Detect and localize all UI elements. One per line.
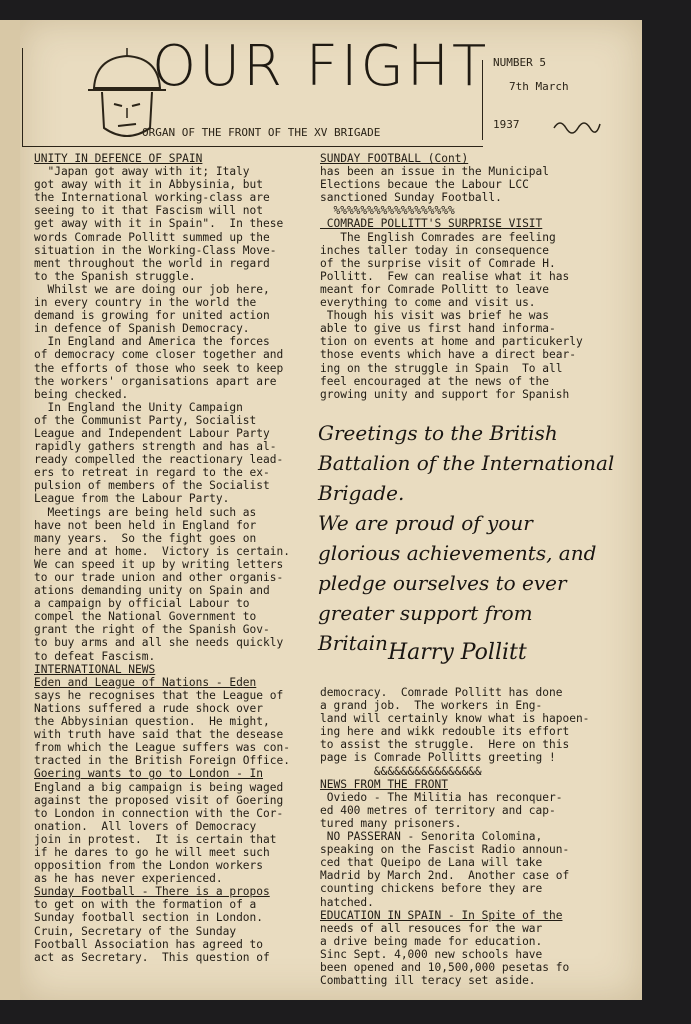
text-line: the workers' organisations apart are [34,374,277,388]
text-line: Though his visit was brief he was [320,309,550,323]
text-line: demand is growing for united action [34,309,270,323]
text-line: democracy. Comrade Pollitt has done [320,686,563,699]
text-line: a drive being made for education. [320,934,543,948]
text-line: League from the Labour Party. [34,492,230,506]
masthead [12,30,612,150]
article-heading: EDUCATION IN SPAIN - In Spite of the [320,908,563,922]
text-line: We can speed it up by writing letters [34,557,284,571]
text-line: &&&&&&&&&&&&&&&& [320,764,482,778]
text-line: Pollitt. Few can realise what it has [320,269,570,283]
text-line: join in protest. It is certain that [34,832,277,846]
article-heading: COMRADE POLLITT'S SURPRISE VISIT [320,217,543,231]
text-line: Cruin, Secretary of the Sunday [34,924,237,938]
binding-edge [0,20,22,1000]
text-line: of democracy come closer together and [34,348,284,362]
text-line: tured many prisoners. [320,816,462,830]
text-line: Combatting ill teracy set aside. [320,974,536,988]
text-line: able to give us first hand informa- [320,322,556,336]
text-line: here and at home. Victory is certain. [34,544,290,558]
text-line: have not been held in England for [34,518,257,532]
article-heading: SUNDAY FOOTBALL (Cont) [320,152,469,165]
text-line: says he recognises that the League of [34,688,284,702]
text-line: to get on with the formation of a [34,898,257,912]
text-line: got away with it in Abbysinia, but [34,178,264,192]
text-line: ing on the struggle in Spain To all [320,361,563,375]
text-line: inches taller today in consequence [320,243,550,257]
handwritten-line: Brigade. [318,481,405,505]
text-line: to the Spanish struggle. [34,269,196,283]
text-line: ations demanding unity on Spain and [34,584,270,598]
text-line: seeing to it that Fascism will not [34,204,264,218]
text-line: Sunday football section in London. [34,911,264,925]
signature: Harry Pollitt [388,640,527,665]
text-line: "Japan got away with it; Italy [34,165,250,179]
handwritten-line: greater support from [318,601,533,625]
article-heading: UNITY IN DEFENCE OF SPAIN [34,152,203,165]
article-heading: Sunday Football - There is a propos [34,885,270,899]
text-line: a grand job. The workers in Eng- [320,699,543,713]
text-line: hatched. [320,895,374,909]
text-line: many years. So the fight goes on [34,531,257,545]
handwritten-line: Battalion of the International [318,451,615,475]
text-line: everything to come and visit us. [320,296,536,310]
text-line: sanctioned Sunday Football. [320,191,502,205]
organ-subtitle: ORGAN OF THE FRONT OF THE XV BRIGADE [142,126,381,139]
text-line: Nations suffered a rude shock over [34,701,264,715]
text-line: opposition from the London workers [34,859,264,873]
text-line: ready compelled the reactionary lead- [34,453,284,467]
text-line: the Abbysinian question. He might, [34,715,270,729]
text-line: those events which have a direct bear- [320,348,576,362]
text-line: pulsion of members of the Socialist [34,479,270,493]
handwritten-greeting [318,418,618,658]
text-line: onation. All lovers of Democracy [34,819,257,833]
text-line: from which the League suffers was con- [34,741,290,755]
handwritten-line: Greetings to the British [318,421,558,445]
text-line: Whilst we are doing our job here, [34,282,270,296]
handwritten-line: pledge ourselves to ever [318,571,567,595]
text-line: words Comrade Pollitt summed up the [34,230,270,244]
text-line: been opened and 10,500,000 pesetas fo [320,960,570,974]
issue-date: 7th March [509,80,569,93]
text-line: League and Independent Labour Party [34,426,270,440]
article-heading: INTERNATIONAL NEWS [34,662,156,676]
handwritten-line: We are proud of your [318,511,533,535]
right-column-bottom [320,686,620,987]
article-heading: Goering wants to go to London - In [34,767,264,781]
text-line: the International working-class are [34,191,270,205]
text-line: situation in the Working-Class Move- [34,243,277,257]
text-line: to our trade union and other organis- [34,571,284,584]
text-line: Madrid by March 2nd. Another case of [320,869,570,883]
text-line: land will certainly know what is hapoen- [320,712,590,726]
issue-year: 1937 [493,118,520,131]
text-line: ed 400 metres of territory and cap- [320,803,556,817]
left-column [34,152,304,964]
issue-number: NUMBER 5 [493,56,546,69]
text-line: needs of all resouces for the war [320,921,543,935]
text-line: as he has never experienced. [34,872,223,886]
text-line: counting chickens before they are [320,882,543,896]
text-line: act as Secretary. This question of [34,950,270,964]
text-line: has been an issue in the Municipal [320,165,550,179]
text-line: The English Comrades are feeling [320,230,556,244]
text-line: tion on events at home and particukerly [320,335,583,349]
text-line: Oviedo - The Militia has reconquer- [320,790,563,804]
text-line: growing unity and support for Spanish [320,387,570,401]
text-line: ced that Queipo de Lana will take [320,856,543,870]
text-line: compel the National Government to [34,610,257,624]
text-line: meant for Comrade Pollitt to leave [320,282,550,296]
text-line: to defeat Fascism. [34,649,156,663]
text-line: NO PASSERAN - Senorita Colomina, [320,830,543,844]
text-line: In England the Unity Campaign [34,400,243,414]
text-line: ment throughout the world in regard [34,256,270,270]
text-line: Sinc Sept. 4,000 new schools have [320,947,543,961]
text-line: with truth have said that the desease [34,728,284,742]
text-line: grant the right of the Spanish Gov- [34,623,270,637]
newspaper-title: OUR FIGHT [152,34,490,99]
article-heading: Eden and League of Nations - Eden [34,675,257,689]
text-line: feel encouraged at the news of the [320,374,550,388]
text-line: rapidly gathers strength and has al- [34,440,277,454]
text-line: get away with it in Spain". In these [34,217,284,231]
text-line: against the proposed visit of Goering [34,793,284,807]
article-heading: NEWS FROM THE FRONT [320,777,448,791]
text-line: In England and America the forces [34,335,270,349]
text-line: ers to retreat in regard to the ex- [34,466,270,480]
text-line: Football Association has agreed to [34,937,264,951]
text-line: of the surprise visit of Comrade H. [320,256,556,270]
text-line: to London in connection with the Cor- [34,806,284,820]
text-line: speaking on the Fascist Radio announ- [320,843,570,857]
text-line: a campaign by official Labour to [34,597,250,611]
text-line: Elections becaue the Labour LCC [320,178,529,192]
text-line: Meetings are being held such as [34,505,257,519]
text-line: %%%%%%%%%%%%%%%%%% [320,204,455,218]
text-line: to assist the struggle. Here on this [320,738,570,752]
text-line: of the Communist Party, Socialist [34,413,257,427]
handwritten-line: glorious achievements, and [318,541,597,565]
text-line: the efforts of those who seek to keep [34,361,284,375]
text-line: page is Comrade Pollitts greeting ! [320,751,556,765]
text-line: to buy arms and all she needs quickly [34,636,284,650]
right-column-top [320,152,620,401]
text-line: tracted in the British Foreign Office. [34,754,290,768]
text-line: if he dares to go he will meet such [34,845,270,859]
handwritten-line: Britain [318,631,388,655]
wave-ornament-icon [552,118,602,134]
text-line: ing here and wikk redouble its effort [320,725,570,739]
text-line: in every country in the world the [34,296,257,310]
text-line: England a big campaign is being waged [34,780,284,794]
text-line: being checked. [34,387,129,401]
text-line: in defence of Spanish Democracy. [34,322,250,336]
